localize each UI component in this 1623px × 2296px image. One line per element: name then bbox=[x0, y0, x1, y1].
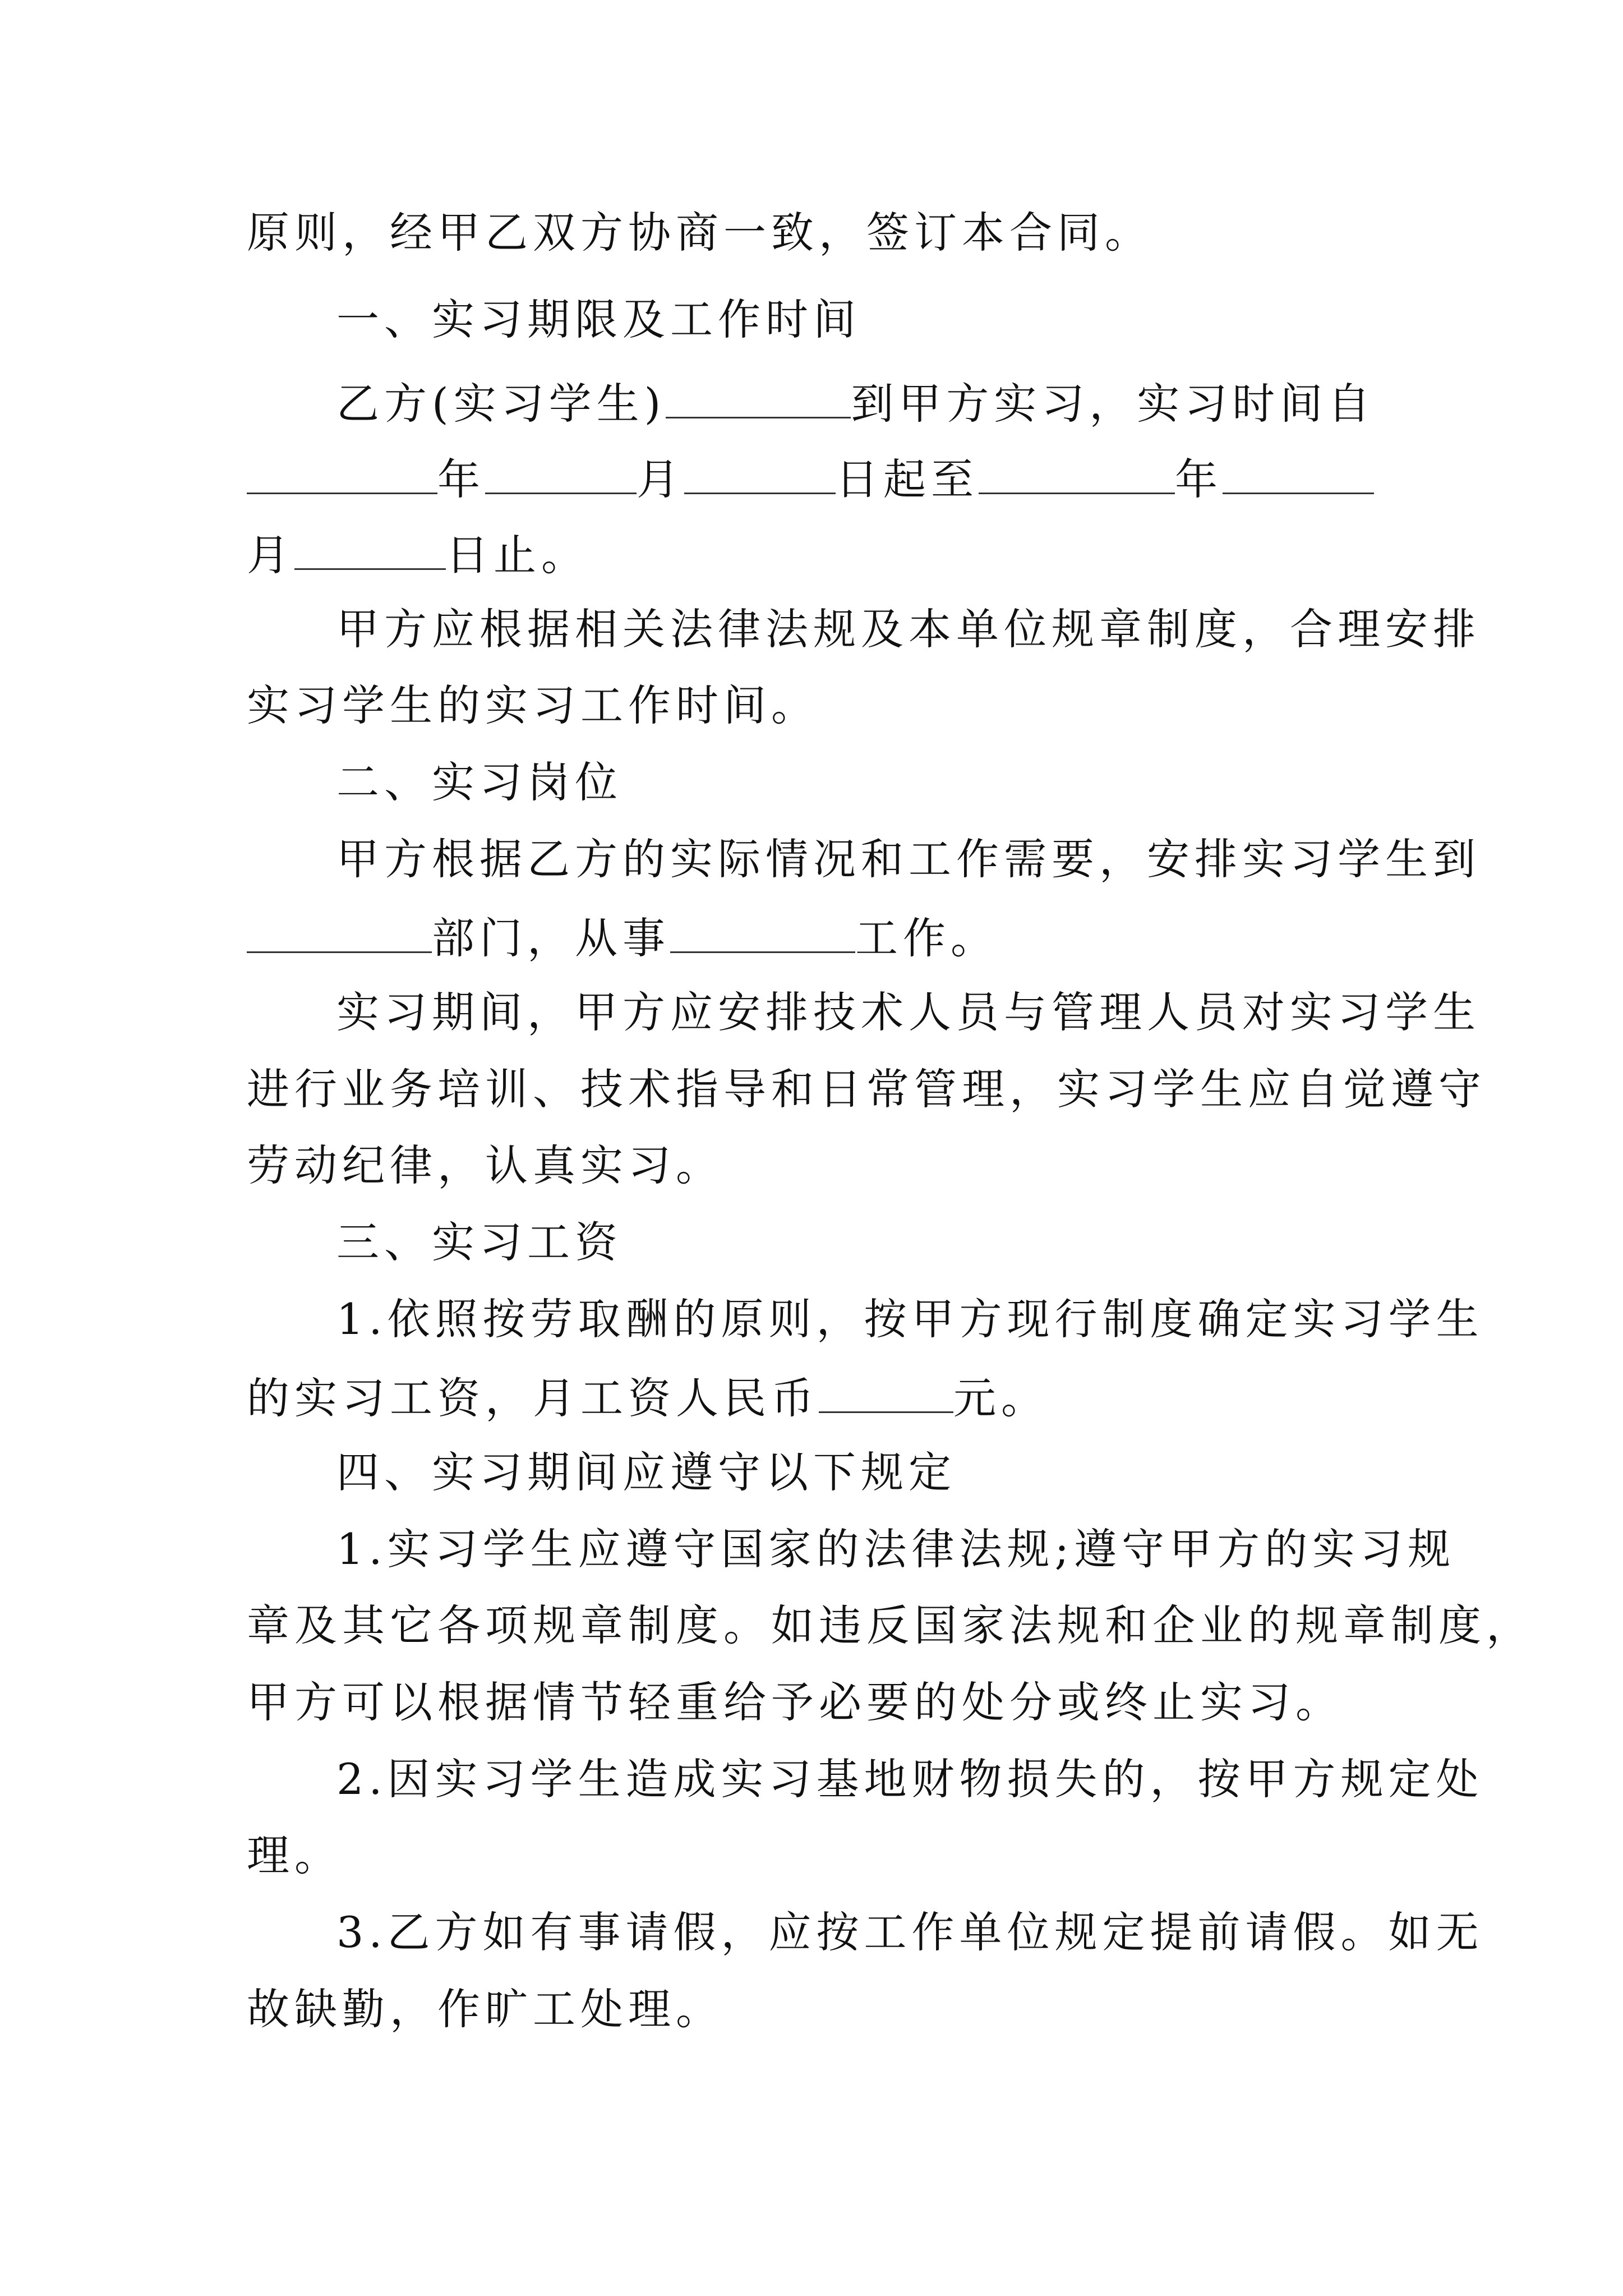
text-line: 1.实习学生应遵守国家的法律法规;遵守甲方的实习规 bbox=[336, 1524, 1456, 1574]
text-segment: 月 bbox=[247, 530, 294, 580]
internship-period-line-1 bbox=[336, 373, 1481, 432]
job-blank[interactable] bbox=[670, 908, 855, 953]
text-line: 甲方可以根据情节轻重给予必要的处分或终止实习。 bbox=[247, 1677, 1343, 1727]
student-name-blank[interactable] bbox=[666, 373, 851, 418]
rule-2 bbox=[336, 1751, 1484, 1807]
rule-1 bbox=[336, 1521, 1481, 1577]
rule-1-cont-2 bbox=[247, 1674, 1391, 1731]
text-segment: 年 bbox=[437, 454, 485, 504]
text-line: 2.因实习学生造成实习基地财物损失的，按甲方规定处 bbox=[336, 1754, 1484, 1804]
text-segment: 乙方(实习学生) bbox=[336, 379, 666, 429]
text-segment: 元。 bbox=[953, 1373, 1049, 1423]
text-segment: 月 bbox=[637, 454, 684, 504]
heading-text: 四、实习期间应遵守以下规定 bbox=[336, 1447, 956, 1497]
paragraph-intro-end bbox=[247, 205, 1391, 261]
text-line: 甲方根据乙方的实际情况和工作需要，安排实习学生到 bbox=[336, 834, 1481, 884]
paragraph-training bbox=[336, 984, 1481, 1041]
start-month-blank[interactable] bbox=[485, 449, 637, 494]
section-heading-1 bbox=[336, 292, 1481, 348]
wage-amount-blank[interactable] bbox=[819, 1368, 953, 1413]
paragraph-training-cont-2 bbox=[247, 1138, 1391, 1194]
internship-period-line-3 bbox=[247, 524, 1391, 583]
paragraph-training-cont-1 bbox=[247, 1061, 1486, 1117]
end-day-blank[interactable] bbox=[294, 524, 446, 570]
department-blank[interactable] bbox=[247, 908, 432, 953]
text-line: 1.依照按劳取酬的原则，按甲方现行制度确定实习学生 bbox=[336, 1294, 1484, 1344]
section-heading-2 bbox=[336, 754, 1481, 811]
text-segment: 工作。 bbox=[855, 913, 998, 963]
rule-2-cont bbox=[247, 1828, 1391, 1884]
paragraph-position bbox=[336, 831, 1481, 887]
internship-period-line-2 bbox=[247, 449, 1391, 508]
text-segment: 日起至 bbox=[836, 454, 979, 504]
text-line: 劳动纪律，认真实习。 bbox=[247, 1140, 723, 1190]
text-line: 理。 bbox=[247, 1830, 342, 1880]
rule-3 bbox=[336, 1904, 1484, 1961]
text-segment: 到甲方实习，实习时间自 bbox=[851, 379, 1376, 429]
text-line: 甲方应根据相关法律法规及本单位规章制度，合理安排 bbox=[336, 604, 1481, 654]
text-segment: 日止。 bbox=[446, 530, 589, 580]
text-line: 故缺勤，作旷工处理。 bbox=[247, 1984, 723, 2034]
end-month-blank[interactable] bbox=[1223, 449, 1374, 494]
heading-text: 二、实习岗位 bbox=[336, 757, 623, 807]
rule-1-cont-1 bbox=[247, 1598, 1534, 1654]
text-line: 原则，经甲乙双方协商一致，签订本合同。 bbox=[247, 208, 1152, 257]
section-heading-4 bbox=[336, 1444, 1481, 1501]
text-line: 章及其它各项规章制度。如违反国家法规和企业的规章制度， bbox=[247, 1600, 1534, 1650]
text-line: 实习期间，甲方应安排技术人员与管理人员对实习学生 bbox=[336, 987, 1481, 1037]
paragraph-wage-cont bbox=[247, 1368, 1391, 1427]
start-year-blank[interactable] bbox=[247, 449, 437, 494]
paragraph-wage bbox=[336, 1291, 1484, 1347]
text-segment: 的实习工资，月工资人民币 bbox=[247, 1373, 819, 1423]
start-day-blank[interactable] bbox=[684, 449, 836, 494]
text-line: 实习学生的实习工作时间。 bbox=[247, 680, 819, 730]
end-year-blank[interactable] bbox=[979, 449, 1175, 494]
section-heading-3 bbox=[336, 1214, 1481, 1271]
paragraph-position-cont bbox=[247, 908, 1391, 967]
text-segment: 年 bbox=[1175, 454, 1223, 504]
text-line: 3.乙方如有事请假，应按工作单位规定提前请假。如无 bbox=[336, 1907, 1484, 1957]
heading-text: 一、实习期限及工作时间 bbox=[336, 295, 861, 344]
paragraph-work-time-cont bbox=[247, 678, 1391, 734]
text-segment: 部门，从事 bbox=[432, 913, 670, 963]
text-line: 进行业务培训、技术指导和日常管理，实习学生应自觉遵守 bbox=[247, 1064, 1486, 1114]
paragraph-work-time bbox=[336, 601, 1481, 657]
heading-text: 三、实习工资 bbox=[336, 1217, 623, 1267]
rule-3-cont bbox=[247, 1981, 1391, 2037]
